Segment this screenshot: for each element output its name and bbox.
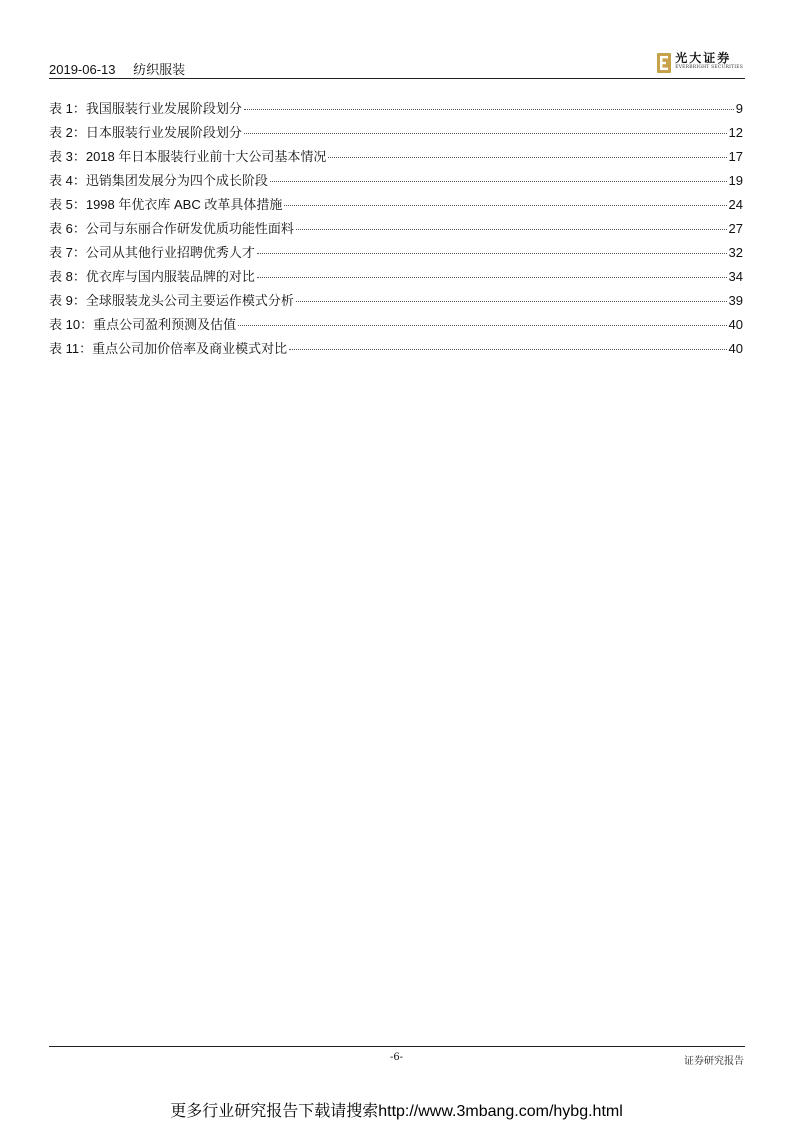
toc-entry[interactable]	[49, 340, 743, 364]
toc-entry[interactable]	[49, 196, 743, 220]
toc-leader	[244, 133, 727, 134]
toc-entry-title: 表 1：我国服装行业发展阶段划分	[49, 101, 242, 116]
industry-label: 纺织服装	[133, 62, 186, 77]
table-of-tables	[49, 100, 743, 364]
toc-entry-page: 27	[728, 221, 743, 236]
toc-entry[interactable]	[49, 100, 743, 124]
toc-leader	[296, 301, 727, 302]
toc-entry[interactable]	[49, 244, 743, 268]
toc-entry-page: 19	[728, 173, 743, 188]
toc-leader	[244, 109, 734, 110]
toc-entry-title: 表 11：重点公司加价倍率及商业模式对比	[49, 341, 288, 356]
toc-entry-page: 40	[728, 317, 743, 332]
toc-entry[interactable]	[49, 220, 743, 244]
page-header	[49, 52, 745, 79]
toc-entry-title: 表 7：公司从其他行业招聘优秀人才	[49, 245, 255, 260]
logo-name-cn: 光大证券	[675, 51, 732, 65]
toc-entry[interactable]	[49, 268, 743, 292]
header-info	[49, 59, 185, 78]
everbright-logo-icon	[657, 53, 671, 73]
toc-entry[interactable]	[49, 148, 743, 172]
toc-entry-title: 表 10：重点公司盈利预测及估值	[49, 317, 237, 332]
everbright-logo	[657, 52, 743, 76]
footer-divider	[49, 1046, 745, 1047]
toc-leader	[257, 253, 727, 254]
toc-entry-title: 表 4：迅销集团发展分为四个成长阶段	[49, 173, 268, 188]
toc-entry-page: 24	[728, 197, 743, 212]
toc-entry-title: 表 9：全球服装龙头公司主要运作模式分析	[49, 293, 294, 308]
toc-entry-title: 表 5：1998 年优衣库 ABC 改革具体措施	[49, 197, 283, 212]
logo-name-en: EVERBRIGHT SECURITIES	[675, 65, 743, 70]
toc-entry-title: 表 8：优衣库与国内服装品牌的对比	[49, 269, 255, 284]
toc-entry[interactable]	[49, 172, 743, 196]
toc-leader	[296, 229, 727, 230]
toc-entry-page: 17	[728, 149, 743, 164]
download-notice: 更多行业研究报告下载请搜索http://www.3mbang.com/hybg.html	[170, 1103, 623, 1120]
toc-entry-title: 表 2：日本服装行业发展阶段划分	[49, 125, 242, 140]
toc-leader	[238, 325, 726, 326]
toc-entry-page: 12	[728, 125, 743, 140]
toc-entry-page: 40	[728, 341, 743, 356]
toc-entry[interactable]	[49, 316, 743, 340]
toc-leader	[289, 349, 726, 350]
toc-leader	[270, 181, 727, 182]
toc-entry-page: 32	[728, 245, 743, 260]
report-type-label: 证券研究报告	[684, 1056, 744, 1067]
toc-leader	[328, 157, 726, 158]
toc-entry-page: 34	[728, 269, 743, 284]
toc-entry-title: 表 6：公司与东丽合作研发优质功能性面料	[49, 221, 294, 236]
toc-leader	[257, 277, 727, 278]
logo-text	[675, 52, 743, 71]
toc-entry[interactable]	[49, 124, 743, 148]
toc-entry-title: 表 3：2018 年日本服装行业前十大公司基本情况	[49, 149, 327, 164]
toc-leader	[284, 205, 726, 206]
toc-entry-page: 9	[735, 101, 743, 116]
page-number: -6-	[389, 1052, 404, 1063]
toc-entry-page: 39	[728, 293, 743, 308]
report-date: 2019-06-13	[49, 62, 116, 77]
toc-entry[interactable]	[49, 292, 743, 316]
